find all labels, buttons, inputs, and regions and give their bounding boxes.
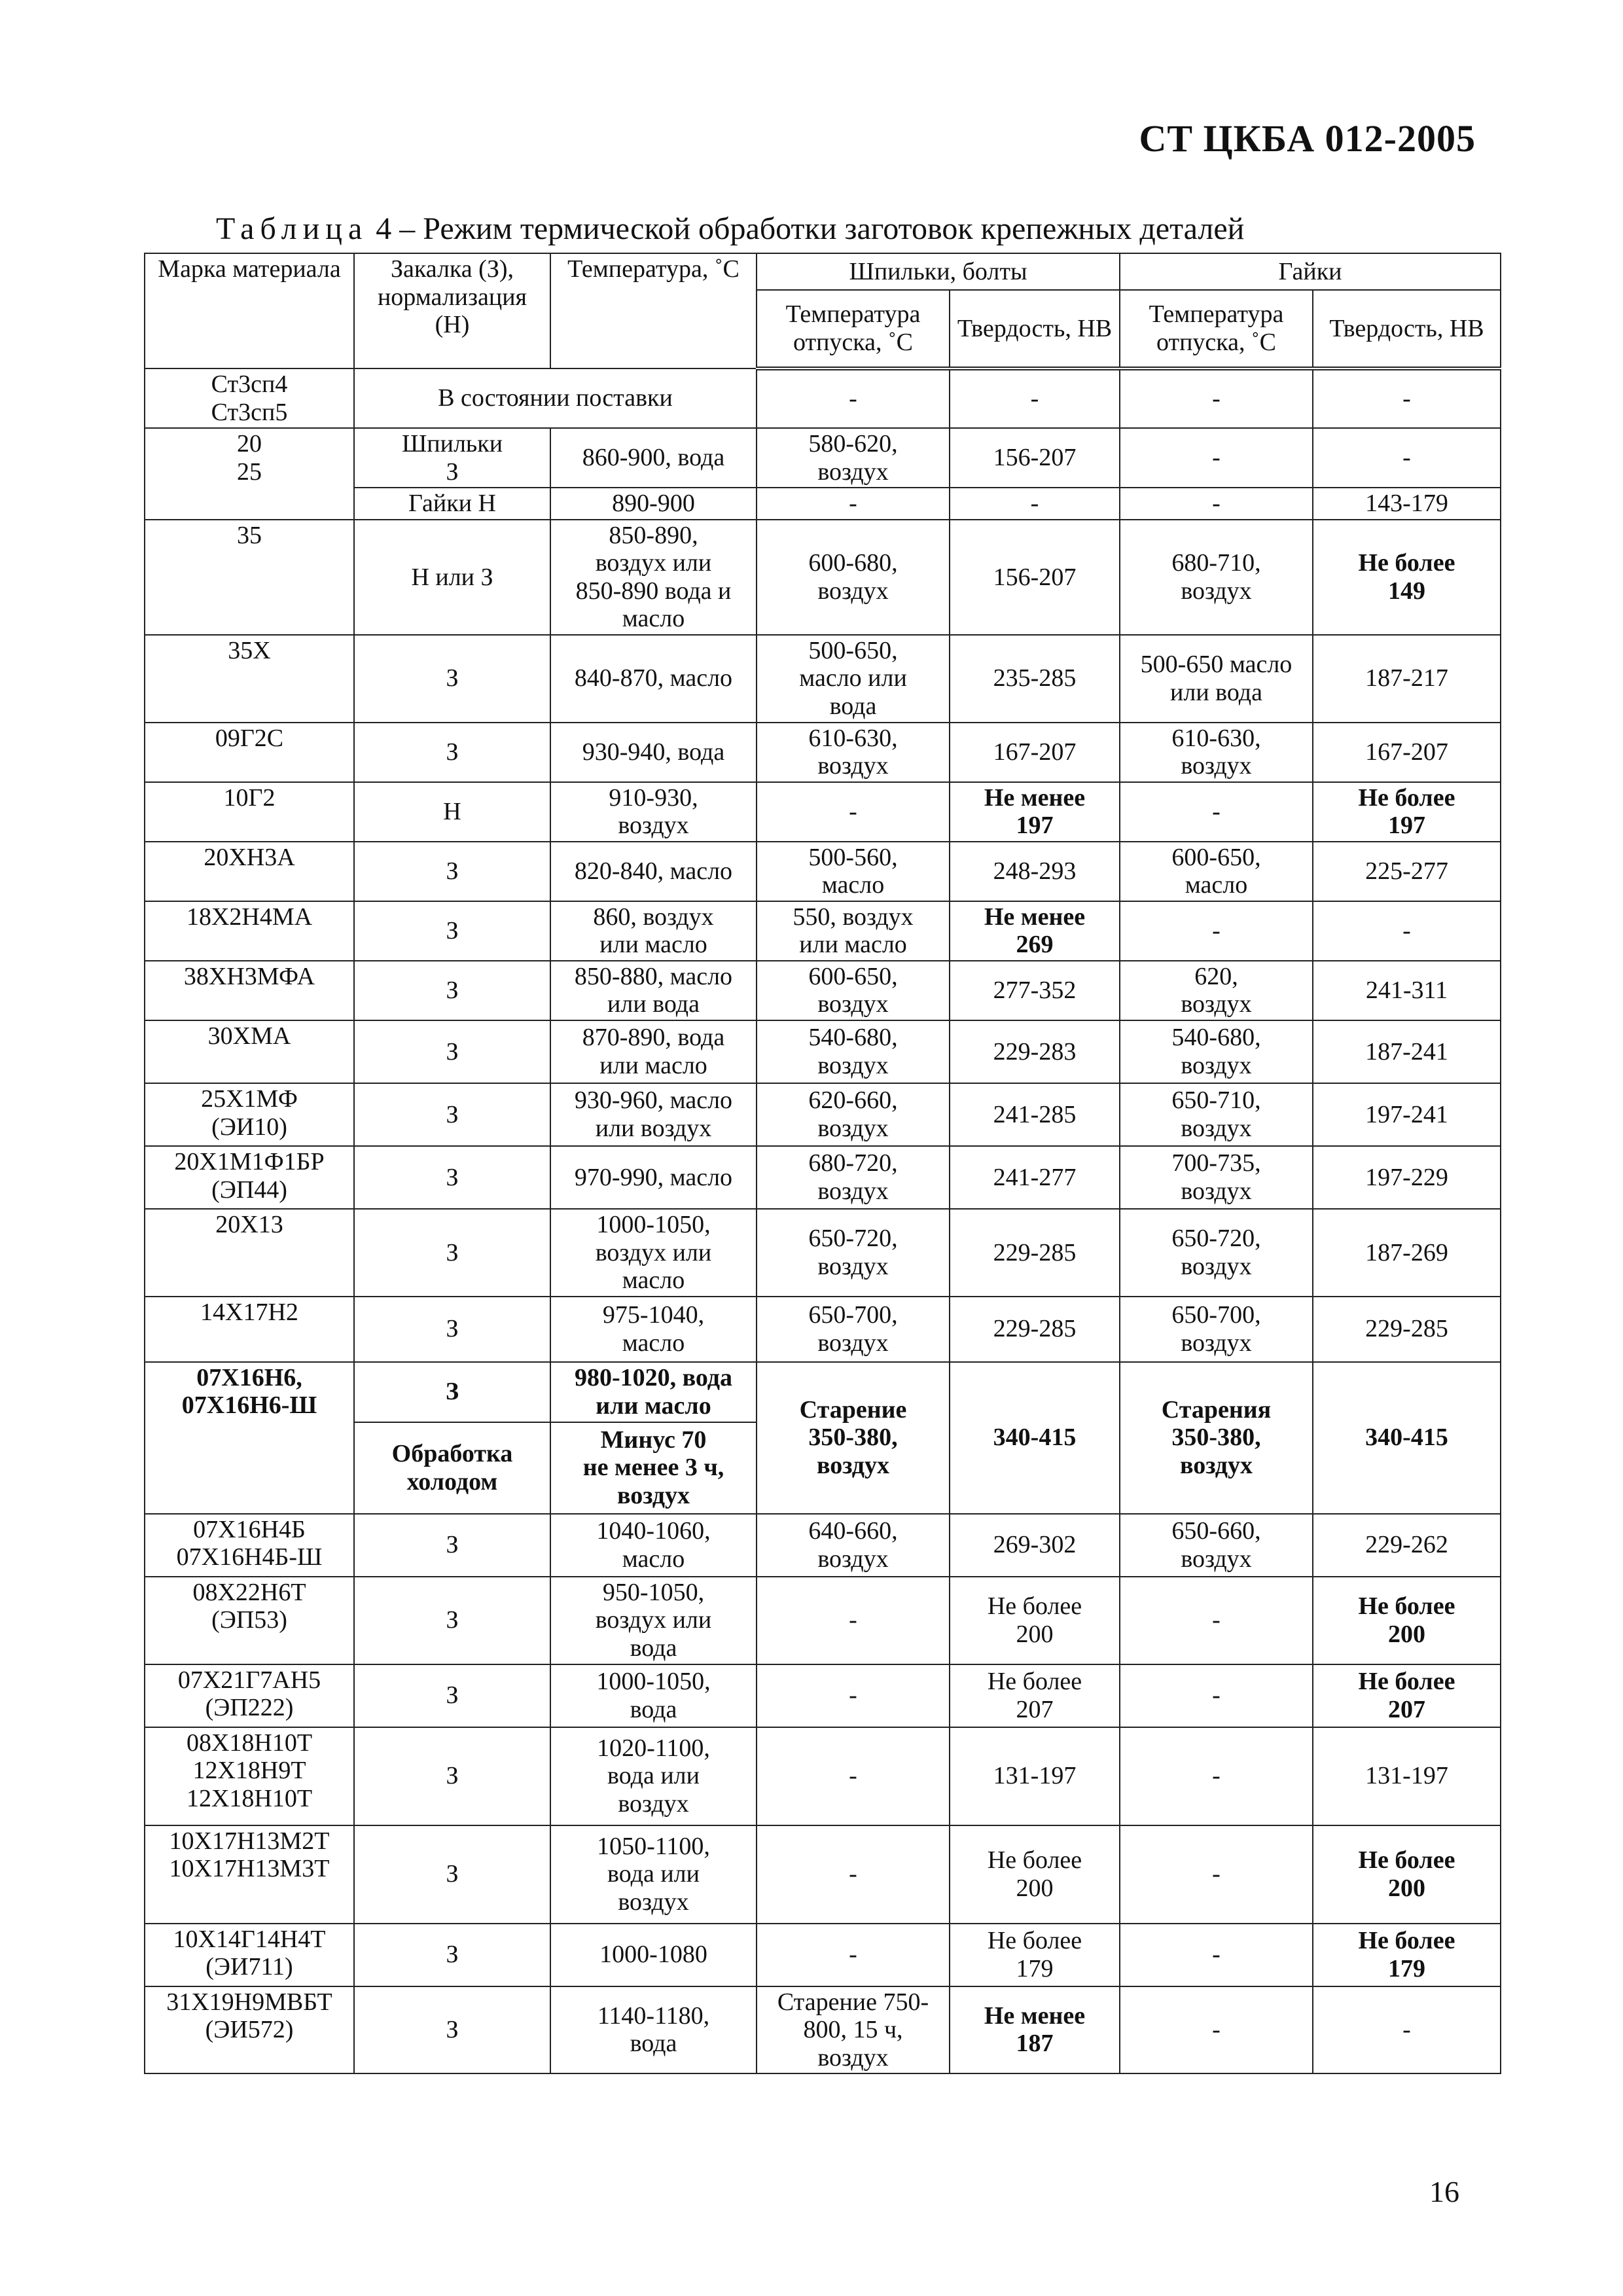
cell-temp: 1000-1050, воздух или масло (550, 1209, 757, 1297)
cell: Старение 350-380, воздух (757, 1362, 950, 1514)
table-row (145, 1146, 1501, 1209)
cell: Не менее 187 (950, 1986, 1120, 2074)
cell: 650-710, воздух (1120, 1083, 1313, 1146)
cell: 500-560, масло (757, 842, 950, 901)
cell-quench: З (354, 1825, 550, 1924)
cell: 235-285 (950, 635, 1120, 723)
cell-temp: 850-880, масло или вода (550, 961, 757, 1020)
cell: 241-277 (950, 1146, 1120, 1209)
cell: Старение 750- 800, 15 ч, воздух (757, 1986, 950, 2074)
cell: 156-207 (950, 428, 1120, 488)
cell-quench: Шпильки З (354, 428, 550, 488)
cell: 600-650, воздух (757, 961, 950, 1020)
cell-quench: З (354, 901, 550, 961)
cell: - (757, 488, 950, 520)
cell: 650-700, воздух (1120, 1297, 1313, 1362)
cell-material: 07Х16Н4Б 07Х16Н4Б-Ш (145, 1514, 354, 1577)
cell: Старения 350-380, воздух (1120, 1362, 1313, 1514)
cell: - (757, 782, 950, 842)
cell-quench: З (354, 1362, 550, 1422)
cell: 269-302 (950, 1514, 1120, 1577)
cell-temp: 1040-1060, масло (550, 1514, 757, 1577)
cell: 500-650, масло или вода (757, 635, 950, 723)
cell: 640-660, воздух (757, 1514, 950, 1577)
cell: 650-720, воздух (757, 1209, 950, 1297)
cell: Не менее 269 (950, 901, 1120, 961)
header-material: Марка материала (145, 253, 354, 368)
cell: - (757, 368, 950, 428)
table-row (145, 1514, 1501, 1577)
cell: Не более 200 (1313, 1825, 1501, 1924)
cell-material: 09Г2С (145, 723, 354, 782)
cell: Не более 200 (950, 1577, 1120, 1664)
header-quench: Закалка (З), нормализация (Н) (354, 253, 550, 368)
cell-material: 35 (145, 520, 354, 635)
cell-temp: 930-940, вода (550, 723, 757, 782)
cell: - (757, 1664, 950, 1727)
cell-material: 07Х21Г7АН5 (ЭП222) (145, 1664, 354, 1727)
header-studs-temper-temp: Температура отпуска, ˚С (757, 290, 950, 368)
cell: - (757, 1577, 950, 1664)
table-label: Таблица (216, 211, 368, 246)
cell-material: 35Х (145, 635, 354, 723)
cell: - (1120, 901, 1313, 961)
cell: Не более 179 (1313, 1924, 1501, 1986)
cell-material: 08Х18Н10Т 12Х18Н9Т 12Х18Н10Т (145, 1727, 354, 1825)
cell: 156-207 (950, 520, 1120, 635)
cell: 167-207 (1313, 723, 1501, 782)
cell: Не более 149 (1313, 520, 1501, 635)
cell-temp: 850-890, воздух или 850-890 вода и масло (550, 520, 757, 635)
cell-quench: З (354, 1986, 550, 2074)
cell: - (1120, 1825, 1313, 1924)
cell-as-delivered: В состоянии поставки (354, 368, 757, 428)
cell: 241-311 (1313, 961, 1501, 1020)
cell: 229-262 (1313, 1514, 1501, 1577)
cell-quench: З (354, 723, 550, 782)
cell: 197-229 (1313, 1146, 1501, 1209)
cell: Не более 200 (1313, 1577, 1501, 1664)
header-temperature: Температура, ˚С (550, 253, 757, 368)
cell: 620-660, воздух (757, 1083, 950, 1146)
cell-material: 07Х16Н6, 07Х16Н6-Ш (145, 1362, 354, 1514)
cell-temp: 980-1020, вода или масло (550, 1362, 757, 1422)
cell: 540-680, воздух (1120, 1020, 1313, 1083)
cell-quench: З (354, 961, 550, 1020)
cell-temp: 1140-1180, вода (550, 1986, 757, 2074)
cell: - (1120, 368, 1313, 428)
table-row (145, 520, 1501, 635)
cell: 620, воздух (1120, 961, 1313, 1020)
cell-quench: З (354, 1514, 550, 1577)
cell: 229-283 (950, 1020, 1120, 1083)
cell: Не более 179 (950, 1924, 1120, 1986)
cell: 650-660, воздух (1120, 1514, 1313, 1577)
cell: - (1120, 1727, 1313, 1825)
cell: Не более 200 (950, 1825, 1120, 1924)
cell-quench: Гайки Н (354, 488, 550, 520)
cell: - (950, 488, 1120, 520)
cell-material: 14Х17Н2 (145, 1297, 354, 1362)
cell-material: 25Х1МФ (ЭИ10) (145, 1083, 354, 1146)
cell: - (950, 368, 1120, 428)
cell: 248-293 (950, 842, 1120, 901)
cell-temp: 950-1050, воздух или вода (550, 1577, 757, 1664)
table (144, 253, 1501, 2074)
cell: - (1313, 1986, 1501, 2074)
header-studs-bolts: Шпильки, болты (757, 253, 1120, 290)
cell: 187-241 (1313, 1020, 1501, 1083)
cell: - (1120, 488, 1313, 520)
cell: 277-352 (950, 961, 1120, 1020)
cell-quench: З (354, 1664, 550, 1727)
header-nuts-hardness: Твердость, НВ (1313, 290, 1501, 368)
cell-quench: З (354, 1209, 550, 1297)
cell: 131-197 (1313, 1727, 1501, 1825)
cell: 700-735, воздух (1120, 1146, 1313, 1209)
cell: 550, воздух или масло (757, 901, 950, 961)
cell-temp: 1050-1100, вода или воздух (550, 1825, 757, 1924)
cell-quench: Обработка холодом (354, 1422, 550, 1514)
cell-material: 18Х2Н4МА (145, 901, 354, 961)
cell-material: 10Г2 (145, 782, 354, 842)
cell: 610-630, воздух (1120, 723, 1313, 782)
cell-temp: 870-890, вода или масло (550, 1020, 757, 1083)
table-row (145, 1986, 1501, 2074)
table-row (145, 1924, 1501, 1986)
cell-temp: 860, воздух или масло (550, 901, 757, 961)
cell: 540-680, воздух (757, 1020, 950, 1083)
cell: 340-415 (1313, 1362, 1501, 1514)
cell-material: 20Х13 (145, 1209, 354, 1297)
cell-material: Ст3сп4 Ст3сп5 (145, 368, 354, 428)
table-row (145, 635, 1501, 723)
table-row (145, 1664, 1501, 1727)
header-nuts-temper-temp: Температура отпуска, ˚С (1120, 290, 1313, 368)
document-code: СТ ЦКБА 012-2005 (1139, 117, 1476, 160)
cell-quench: З (354, 635, 550, 723)
cell: 241-285 (950, 1083, 1120, 1146)
cell-temp: 820-840, масло (550, 842, 757, 901)
cell: - (1120, 1664, 1313, 1727)
cell: 131-197 (950, 1727, 1120, 1825)
cell-quench: З (354, 1083, 550, 1146)
cell: Не более 197 (1313, 782, 1501, 842)
cell: 229-285 (1313, 1297, 1501, 1362)
cell-material: 31Х19Н9МВБТ (ЭИ572) (145, 1986, 354, 2074)
cell-quench: З (354, 1577, 550, 1664)
cell-material: 10Х14Г14Н4Т (ЭИ711) (145, 1924, 354, 1986)
heat-treatment-table (144, 253, 1500, 2074)
cell: 229-285 (950, 1297, 1120, 1362)
cell: 229-285 (950, 1209, 1120, 1297)
cell-quench: Н или З (354, 520, 550, 635)
cell-material: 20 25 (145, 428, 354, 520)
cell: 580-620, воздух (757, 428, 950, 488)
cell-material: 38ХН3МФА (145, 961, 354, 1020)
cell-temp: 890-900 (550, 488, 757, 520)
cell: 187-269 (1313, 1209, 1501, 1297)
cell: - (757, 1825, 950, 1924)
cell-material: 10Х17Н13М2Т 10Х17Н13М3Т (145, 1825, 354, 1924)
cell: - (757, 1924, 950, 1986)
table-row (145, 782, 1501, 842)
header-nuts: Гайки (1120, 253, 1501, 290)
cell-material: 08Х22Н6Т (ЭП53) (145, 1577, 354, 1664)
cell: 340-415 (950, 1362, 1120, 1514)
cell: - (1313, 428, 1501, 488)
cell: 610-630, воздух (757, 723, 950, 782)
cell: Не более 207 (950, 1664, 1120, 1727)
cell: 650-700, воздух (757, 1297, 950, 1362)
cell-quench: З (354, 1924, 550, 1986)
cell-quench: З (354, 1146, 550, 1209)
table-row (145, 1297, 1501, 1362)
table-row (145, 1083, 1501, 1146)
cell: - (1120, 428, 1313, 488)
cell: - (757, 1727, 950, 1825)
cell: 650-720, воздух (1120, 1209, 1313, 1297)
table-number: 4 (376, 211, 392, 246)
table-row (145, 961, 1501, 1020)
cell: 143-179 (1313, 488, 1501, 520)
cell-material: 20ХН3А (145, 842, 354, 901)
cell: Не более 207 (1313, 1664, 1501, 1727)
table-row (145, 901, 1501, 961)
table-row (145, 1727, 1501, 1825)
cell-quench: З (354, 1297, 550, 1362)
cell: 600-680, воздух (757, 520, 950, 635)
cell-material: 30ХМА (145, 1020, 354, 1083)
table-row (145, 1577, 1501, 1664)
cell: - (1313, 368, 1501, 428)
cell-temp: 1000-1050, вода (550, 1664, 757, 1727)
page-number: 16 (1429, 2175, 1459, 2208)
table-row (145, 1209, 1501, 1297)
table-row (145, 428, 1501, 488)
cell: Не менее 197 (950, 782, 1120, 842)
header-studs-hardness: Твердость, НВ (950, 290, 1120, 368)
cell-temp: 975-1040, масло (550, 1297, 757, 1362)
cell: 167-207 (950, 723, 1120, 782)
table-row (145, 1020, 1501, 1083)
cell-temp: 930-960, масло или воздух (550, 1083, 757, 1146)
cell: 600-650, масло (1120, 842, 1313, 901)
cell-temp: 840-870, масло (550, 635, 757, 723)
cell-temp: 860-900, вода (550, 428, 757, 488)
table-title-text: – Режим термической обработки заготовок крепежных деталей (391, 211, 1245, 246)
table-row (145, 842, 1501, 901)
cell: 680-720, воздух (757, 1146, 950, 1209)
cell-temp: 1020-1100, вода или воздух (550, 1727, 757, 1825)
cell-temp: Минус 70 не менее 3 ч, воздух (550, 1422, 757, 1514)
cell-quench: З (354, 1727, 550, 1825)
cell: - (1120, 1986, 1313, 2074)
table-row (145, 723, 1501, 782)
cell: 187-217 (1313, 635, 1501, 723)
cell: - (1120, 1577, 1313, 1664)
table-title (216, 211, 1244, 247)
table-row (145, 1825, 1501, 1924)
cell-temp: 1000-1080 (550, 1924, 757, 1986)
cell: 225-277 (1313, 842, 1501, 901)
cell: 197-241 (1313, 1083, 1501, 1146)
cell: 500-650 масло или вода (1120, 635, 1313, 723)
cell-temp: 910-930, воздух (550, 782, 757, 842)
table-row (145, 1362, 1501, 1422)
cell-quench: З (354, 842, 550, 901)
cell-temp: 970-990, масло (550, 1146, 757, 1209)
table-row (145, 368, 1501, 428)
cell: - (1120, 1924, 1313, 1986)
cell-quench: З (354, 1020, 550, 1083)
cell: 680-710, воздух (1120, 520, 1313, 635)
cell: - (1313, 901, 1501, 961)
cell: - (1120, 782, 1313, 842)
cell-material: 20Х1М1Ф1БР (ЭП44) (145, 1146, 354, 1209)
cell-quench: Н (354, 782, 550, 842)
